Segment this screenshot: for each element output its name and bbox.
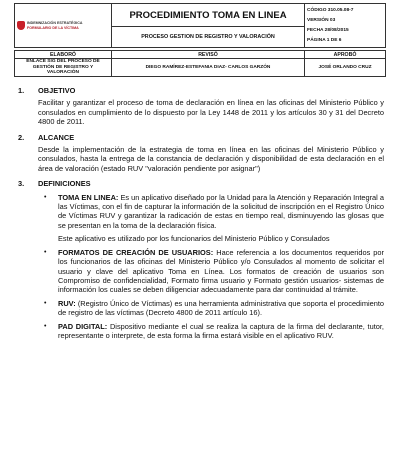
- col-aprobo: APROBÓ: [305, 51, 386, 59]
- section-number: 3.: [18, 179, 25, 189]
- elaboro-value: ENLACE SIG DEL PROCESO DE GESTIÓN DE REGISTRO Y VALORACIÓN: [15, 59, 112, 77]
- scope-paragraph: Desde la implementación de la estrategia de toma en línea en las oficinas del Ministerio Público y consulados, hasta la entrega de la constancia de declaración y disponibilidad de esta declaración en el área de valoración (estado RUV "valoración pendiente por asignar"): [38, 145, 384, 173]
- document-code: CÓDIGO 310.05.08-7: [307, 7, 354, 13]
- section-title: DEFINICIONES: [38, 179, 91, 189]
- document-meta: [305, 4, 386, 48]
- logo-cell: [15, 4, 112, 48]
- definition-term: PAD DIGITAL:: [58, 321, 108, 331]
- section-number: 2.: [18, 132, 25, 142]
- section-heading: [18, 86, 384, 95]
- definition-term: TOMA EN LINEA:: [58, 192, 119, 202]
- section-title: ALCANCE: [38, 132, 75, 142]
- bullet-icon: •: [44, 299, 47, 307]
- definition-note: Este aplicativo es utilizado por los funcionarios del Ministerio Público y Consulados: [58, 234, 330, 244]
- process-name: PROCESO GESTION DE REGISTRO Y VALORACIÓN: [112, 27, 305, 48]
- definition-term: FORMATOS DE CREACIÓN DE USUARIOS:: [58, 247, 214, 257]
- definition-text: Dispositivo mediante el cual se realiza la captura de la firma del declarante, tutor, representante o interprete, de esta forma la firma estará visible en el aplicativo RUV.: [58, 321, 384, 340]
- aprobo-value: JOSÉ ORLANDO CRUZ: [305, 59, 386, 77]
- document-title: PROCEDIMIENTO TOMA EN LINEA: [112, 4, 305, 27]
- document-header-table: [14, 3, 386, 48]
- bullet-icon: •: [44, 248, 47, 256]
- definition-item: [44, 248, 384, 295]
- col-reviso: REVISÓ: [112, 51, 305, 59]
- signature-table: [14, 50, 386, 77]
- section-title: OBJETIVO: [38, 86, 76, 95]
- reviso-value: DIEGO RAMÍREZ-ESTEFANIA DIAZ- CARLOS GARZÓN: [112, 59, 305, 77]
- logo-line-1: INDEMNIZACIÓN ESTRATÉGICA: [27, 21, 83, 26]
- col-elaboro: ELABORÓ: [15, 51, 112, 59]
- section-heading: [18, 133, 384, 142]
- definition-text: Hace referencia a los documentos requeridos por los funcionarios de las oficinas del Ministerio Público y/o Consulados al momento de solicitar el usuario y clave del aplicativo Toma en Línea. Los formatos de creación de usuarios son Compromiso de confidencialidad, Formato firma usuario y Formato gestión usuarios- sistemas de información los cuales se deben diligenciar adecuadamente para dar continuidad al trámite.: [58, 247, 384, 295]
- bullet-icon: •: [44, 322, 47, 330]
- section-heading: [18, 179, 384, 188]
- logo-line-2: FORMULARIO DE LA VÍCTIMA: [27, 25, 79, 30]
- document-page-number: PÁGINA 1 DE 6: [307, 37, 342, 43]
- objective-paragraph: Facilitar y garantizar el proceso de toma de declaración en línea en las oficinas del Ministerio Público y consulados en cumplimiento de lo dispuesto por la Ley 1448 de 2011 y los artículos 30 y 31 del Decreto 4800 de 2011.: [38, 98, 384, 127]
- bullet-icon: •: [44, 193, 47, 201]
- seal-icon: [17, 21, 25, 30]
- definition-item: [44, 299, 384, 318]
- document-body: [18, 86, 384, 340]
- definition-text: Es un aplicativo diseñado por la Unidad para la Atención y Reparación Integral a las Víctimas, con el fin de capturar la información de la solicitud de inscripción en el Registro Único de Víctimas RUV y garantizar la radicación de estas en tiempo real, disminuyendo las glosas que se presentan en la toma de la declaración física.: [58, 192, 384, 230]
- definition-text: (Registro Único de Víctimas) es una herramienta administrativa que soporta el procedimiento de registro de las víctimas (Decreto 4800 de 2011 artículo 16).: [58, 298, 384, 318]
- document-date: FECHA 28/08/2015: [307, 27, 349, 33]
- entity-logo: [17, 21, 109, 30]
- definition-item: [44, 322, 384, 341]
- definition-term: RUV:: [58, 298, 76, 308]
- section-number: 1.: [18, 86, 25, 95]
- definition-item: [44, 193, 384, 231]
- document-version: VERSIÓN 03: [307, 17, 336, 23]
